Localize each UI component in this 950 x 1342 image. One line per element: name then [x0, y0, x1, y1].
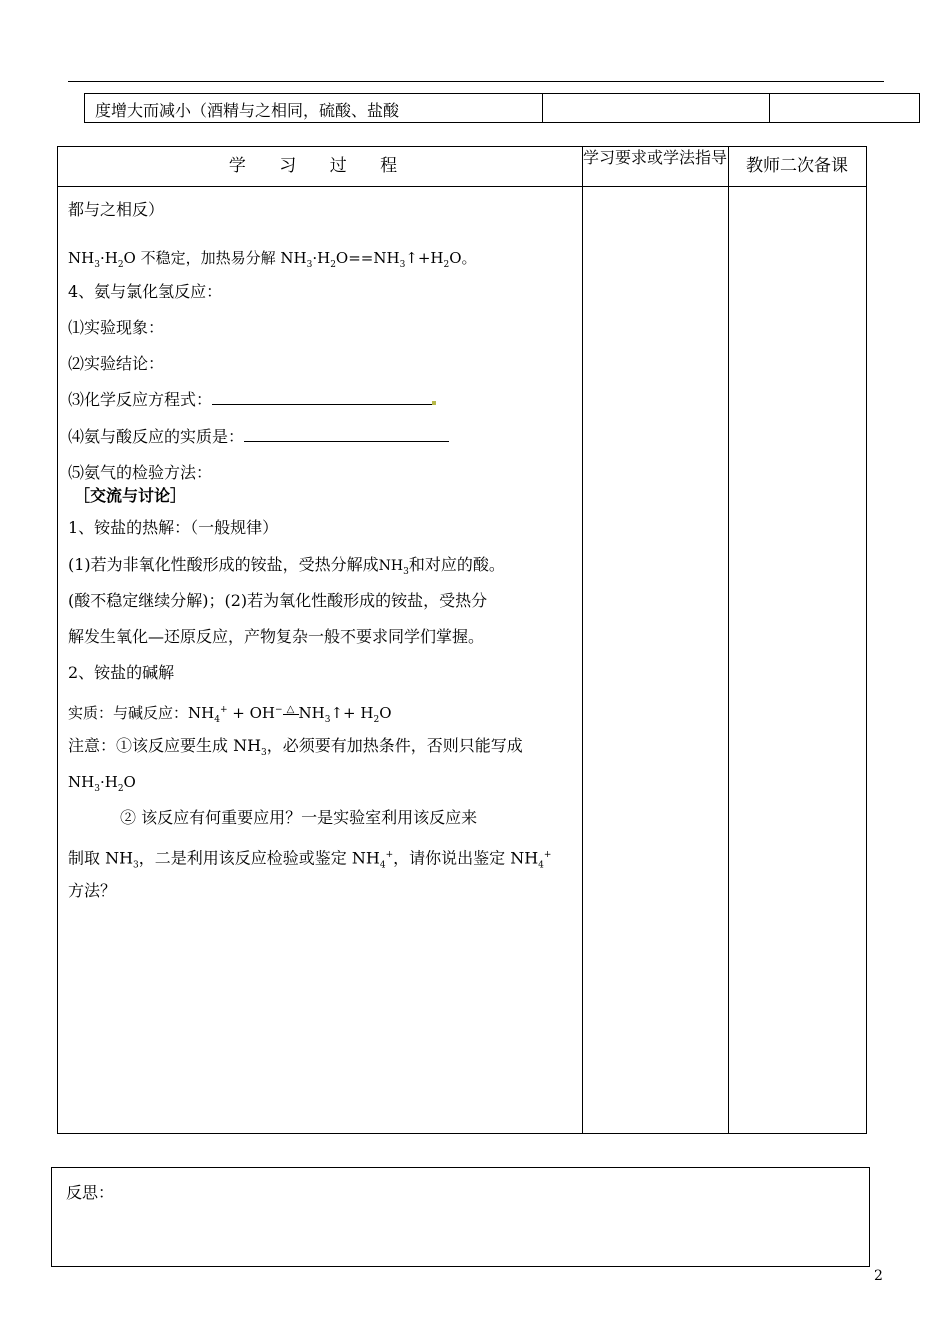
annotation-mark	[432, 401, 436, 405]
reaction-equation: 实质：与碱反应：$NH_4^+ + OH^-$ △ $NH_3↑+ H_2O$	[68, 704, 392, 725]
question-conclusion: ⑵实验结论：	[68, 354, 165, 373]
question-phenomenon: ⑴实验现象：	[68, 318, 165, 337]
continuation-table	[84, 93, 920, 123]
header-learning-process: 学 习 过 程	[228, 156, 412, 176]
question-essence: ⑷氨与酸反应的实质是：	[68, 427, 449, 447]
text-line: 2、铵盐的碱解	[68, 663, 175, 682]
header-teacher-prep: 教师二次备课	[746, 156, 848, 176]
text-line: (1)若为非氧化性酸形成的铵盐，受热分解成$NH_3$和对应的酸。	[68, 555, 505, 578]
note-line: 注意：①该反应要生成 $NH_3$，必须要有加热条件，否则只能写成	[68, 736, 523, 759]
continuation-cell-text	[85, 94, 543, 122]
formula-line: $NH_3\cdot H_2O$	[68, 773, 136, 794]
reflection-label: 反思：	[66, 1183, 115, 1202]
text-line: (酸不稳定继续分解)；(2)若为氧化性酸形成的铵盐，受热分	[68, 591, 488, 610]
page-number: 2	[874, 1268, 883, 1284]
text-line: 方法？	[68, 881, 117, 900]
text-line: 都与之相反）	[68, 200, 165, 219]
reflection-box	[51, 1167, 870, 1267]
heating-arrow: △	[283, 703, 299, 726]
header-learning-requirement: 学习要求或学法指导	[582, 148, 727, 167]
column-divider	[728, 147, 729, 1133]
continuation-text: 度增大而减小（酒精与之相同，硫酸、盐酸	[95, 101, 400, 120]
text-line: 解发生氧化—还原反应，产物复杂一般不要求同学们掌握。	[68, 627, 485, 646]
answer-blank	[212, 390, 432, 405]
question-test-method: ⑸氨气的检验方法：	[68, 463, 213, 482]
answer-blank	[244, 427, 449, 442]
text-line: 制取 $NH_3$，二是利用该反应检验或鉴定 $NH_4^+$，请你说出鉴定 $NH_4^+$	[68, 848, 552, 871]
formula-line: $NH_3\cdot H_2O$ 不稳定，加热易分解 $NH_3\cdot H_2O==NH_3↑+H_2O$。	[68, 249, 477, 270]
note-line: ② 该反应有何重要应用？一是实验室利用该反应来	[120, 808, 478, 827]
continuation-cell-requirement	[543, 94, 770, 122]
question-equation: ⑶化学反应方程式：	[68, 390, 436, 410]
text-line: 1、铵盐的热解：（一般规律）	[68, 518, 279, 537]
header-rule	[68, 81, 884, 82]
section-heading: 4、氨与氯化氢反应：	[68, 282, 223, 301]
discussion-heading: ［交流与讨论］	[74, 486, 187, 505]
column-divider	[582, 147, 583, 1133]
header-divider	[58, 186, 866, 187]
